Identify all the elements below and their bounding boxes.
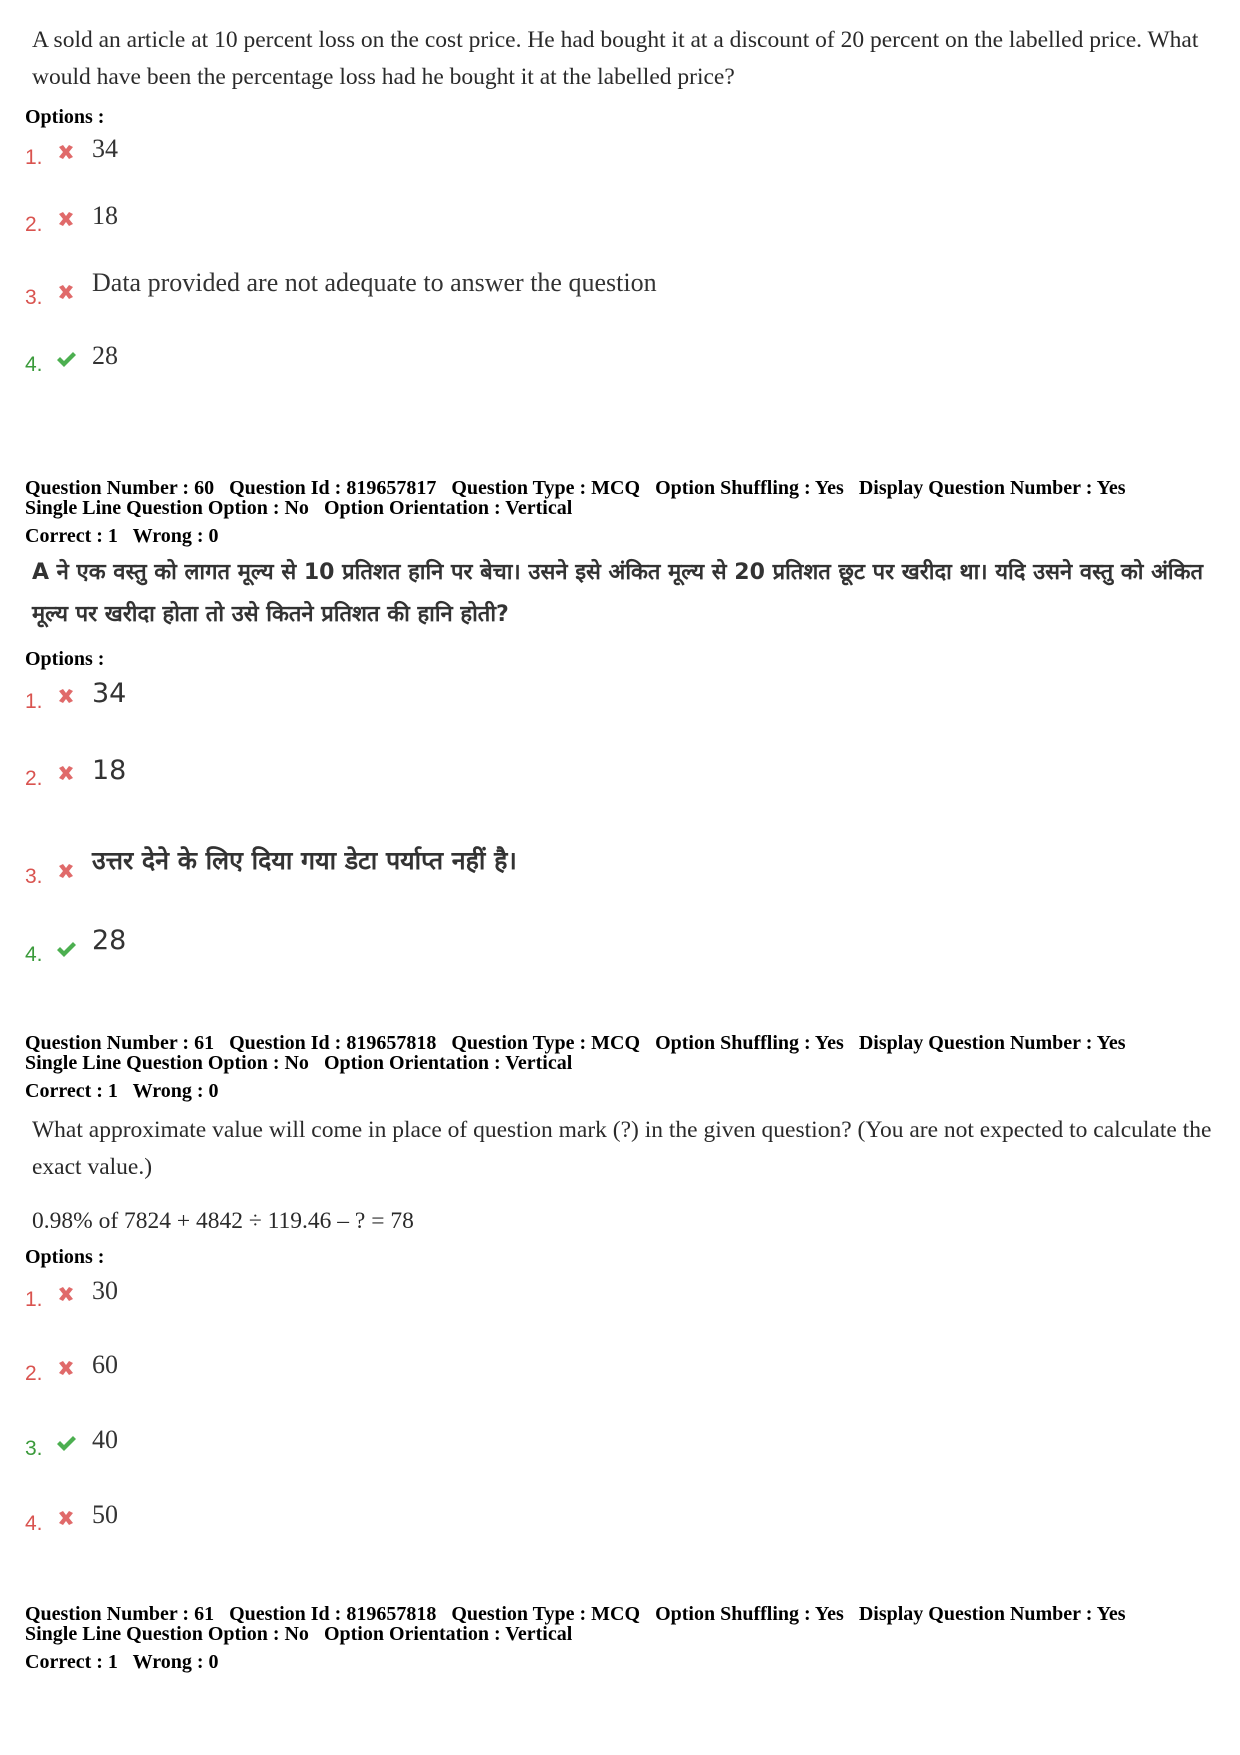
option-item [0, 1502, 1240, 1542]
question-number: Question Number : 61 [25, 1032, 215, 1054]
display-question-number: Display Question Number : Yes [858, 477, 1126, 499]
option-orientation: Option Orientation : Vertical [323, 1052, 573, 1074]
option-item [0, 680, 1240, 720]
option-item [0, 846, 1240, 895]
option-number: 4. [25, 353, 43, 376]
correct-marks: Correct : 1 [25, 1651, 118, 1673]
option-text: 28 [92, 925, 127, 956]
option-item [0, 1278, 1240, 1318]
option-text: 34 [92, 678, 127, 709]
question-number: Question Number : 61 [25, 1603, 215, 1625]
question-meta [25, 478, 1225, 546]
option-text: 34 [92, 134, 118, 163]
cross-icon [54, 1356, 78, 1380]
display-question-number: Display Question Number : Yes [858, 1603, 1126, 1625]
cross-icon [54, 859, 78, 883]
check-icon [54, 347, 78, 371]
question-meta [25, 1033, 1225, 1101]
option-text: 30 [92, 1276, 118, 1305]
check-icon [54, 937, 78, 961]
option-shuffling: Option Shuffling : Yes [655, 1603, 844, 1625]
options-label: Options : [25, 648, 105, 670]
option-item [0, 1352, 1240, 1392]
cross-icon [54, 761, 78, 785]
option-text: उत्तर देने के लिए दिया गया डेटा पर्याप्त नहीं है। [92, 846, 517, 875]
single-line-option: Single Line Question Option : No [25, 497, 309, 519]
cross-icon [54, 207, 78, 231]
option-orientation: Option Orientation : Vertical [323, 497, 573, 519]
option-text: 18 [92, 755, 127, 786]
question-type: Question Type : MCQ [451, 477, 641, 499]
wrong-marks: Wrong : 0 [132, 1651, 219, 1673]
check-icon [54, 1431, 78, 1455]
question-id: Question Id : 819657817 [229, 477, 437, 499]
cross-icon [54, 1282, 78, 1306]
option-number: 4. [25, 1512, 43, 1535]
cross-icon [54, 1506, 78, 1530]
wrong-marks: Wrong : 0 [132, 525, 219, 547]
option-text: 40 [92, 1425, 118, 1454]
cross-icon [54, 140, 78, 164]
option-number: 3. [25, 286, 43, 309]
option-text: 60 [92, 1350, 118, 1379]
cross-icon [54, 684, 78, 708]
option-item [0, 343, 1240, 383]
question-text: A ने एक वस्तु को लागत मूल्य से 10 प्रतिशत हानि पर बेचा। उसने इसे अंकित मूल्य से 20 प्रतिशत छूट पर खरीदा था। यदि उसने वस्तु को अंकित मूल्य पर खरीदा होता तो उसे कितने प्रतिशत की हानि होती? [32, 560, 1204, 627]
option-number: 1. [25, 146, 43, 169]
option-text: 18 [92, 201, 118, 230]
option-shuffling: Option Shuffling : Yes [655, 477, 844, 499]
option-item [0, 925, 1240, 973]
option-item [0, 1427, 1240, 1467]
options-label: Options : [25, 106, 105, 128]
question-text: What approximate value will come in place of question mark (?) in the given question? (You are not expected to calculate the exact value.) [32, 1117, 1212, 1180]
option-number: 1. [25, 690, 43, 713]
math-expression: 0.98% of 7824 + 4842 ÷ 119.46 – ? = 78 [32, 1208, 414, 1234]
option-number: 3. [25, 1437, 43, 1460]
question-text: A sold an article at 10 percent loss on the cost price. He had bought it at a discount of 20 percent on the labelled price. What would have been the percentage loss had he bought it at the labelled price? [32, 27, 1199, 90]
option-number: 2. [25, 1362, 43, 1385]
option-item [0, 203, 1240, 243]
option-number: 2. [25, 767, 43, 790]
display-question-number: Display Question Number : Yes [858, 1032, 1126, 1054]
options-label: Options : [25, 1246, 105, 1268]
option-number: 1. [25, 1288, 43, 1311]
option-number: 2. [25, 213, 43, 236]
option-item [0, 757, 1240, 797]
question-number: Question Number : 60 [25, 477, 215, 499]
option-text: 50 [92, 1500, 118, 1529]
question-meta [25, 1604, 1225, 1672]
correct-marks: Correct : 1 [25, 525, 118, 547]
option-shuffling: Option Shuffling : Yes [655, 1032, 844, 1054]
option-number: 3. [25, 865, 43, 888]
question-id: Question Id : 819657818 [229, 1603, 437, 1625]
option-number: 4. [25, 943, 43, 966]
correct-marks: Correct : 1 [25, 1080, 118, 1102]
option-text: 28 [92, 341, 118, 370]
question-id: Question Id : 819657818 [229, 1032, 437, 1054]
single-line-option: Single Line Question Option : No [25, 1052, 309, 1074]
option-item [0, 268, 1240, 316]
option-item [0, 136, 1240, 176]
cross-icon [54, 280, 78, 304]
single-line-option: Single Line Question Option : No [25, 1623, 309, 1645]
option-orientation: Option Orientation : Vertical [323, 1623, 573, 1645]
question-type: Question Type : MCQ [451, 1603, 641, 1625]
question-type: Question Type : MCQ [451, 1032, 641, 1054]
wrong-marks: Wrong : 0 [132, 1080, 219, 1102]
option-text: Data provided are not adequate to answer the question [92, 268, 657, 297]
